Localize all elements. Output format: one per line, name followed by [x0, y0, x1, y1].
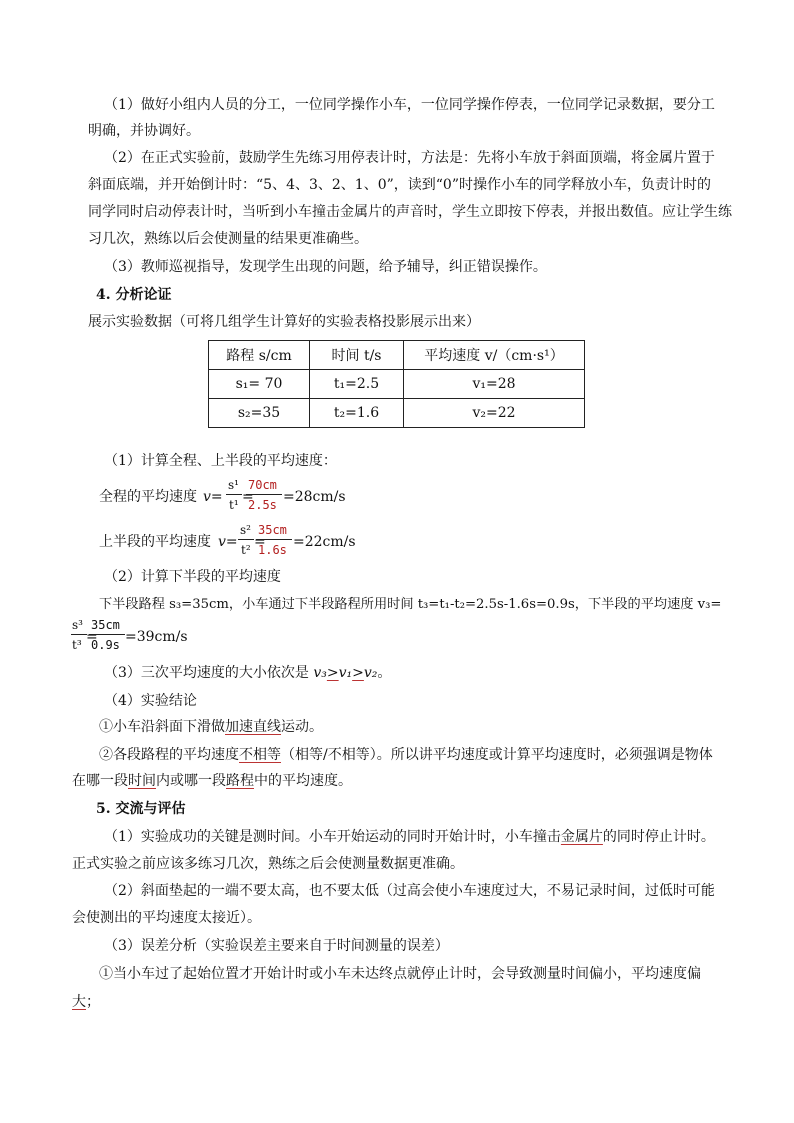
paragraph-2c: 同学同时启动停表计时，当听到小车撞击金属片的声音时，学生立即按下停表，并报出数值。应让学生练 — [88, 204, 732, 220]
conclusion-2-blank-distance: 路程 — [226, 773, 254, 789]
formula-1-eq: = — [242, 489, 254, 505]
conclusion-1-blank-2: 直线 — [253, 719, 281, 735]
fraction-bar — [71, 634, 87, 635]
fraction-bar — [256, 539, 292, 540]
formula-3-num2: 35cm — [91, 618, 120, 632]
formula-3-den1: t³ — [72, 638, 82, 652]
calc-heading-2: （2）计算下半段的平均速度 — [104, 569, 281, 585]
evaluation-3b — [72, 992, 100, 1012]
calc-3-gt1: > — [326, 665, 339, 681]
calc-3-v3: v₃ — [313, 665, 327, 681]
conclusion-2-suffix: （相等/不相等）。所以讲平均速度或计算平均速度时，必须强调是物体 — [281, 747, 713, 763]
table-row — [209, 399, 585, 428]
formula-2-eq: = — [254, 534, 266, 550]
paragraph-1a: （1）做好小组内人员的分工，一位同学操作小车，一位同学操作停表，一位同学记录数据，要分工 — [104, 97, 715, 113]
evaluation-1b: 正式实验之前应该多练习几次，熟练之后会使测量数据更准确。 — [72, 856, 464, 872]
conclusion-2-text: ②各段路程的平均速度 — [99, 747, 239, 763]
conclusion-2 — [99, 745, 713, 765]
formula-3-eq: = — [86, 629, 98, 645]
table-header-cell: 时间 t/s — [310, 341, 404, 370]
paragraph-2b: 斜面底端，并开始倒计时：“5、4、3、2、1、0”，读到“0”时操作小车的同学释放小车，负责计时的 — [88, 177, 711, 193]
conclusion-1-text: ①小车沿斜面下滑做 — [99, 719, 225, 735]
evaluation-1a — [104, 827, 715, 847]
table-cell: v₂=22 — [404, 399, 585, 428]
formula-1-num1: s¹ — [228, 478, 239, 492]
conclusion-1 — [99, 717, 323, 737]
conclusion-2-cont-suffix: 中的平均速度。 — [254, 773, 352, 789]
evaluation-3: （3）误差分析（实验误差主要来自于时间测量的误差） — [104, 938, 449, 954]
formula-1-v: v= — [203, 489, 223, 505]
calc-3-suffix: 。 — [377, 665, 392, 681]
conclusion-2-cont-text: 在哪一段 — [72, 773, 128, 789]
conclusion-2-blank: 不相等 — [239, 747, 281, 763]
table-cell: s₂=35 — [209, 399, 310, 428]
paragraph-2a: （2）在正式实验前，鼓励学生先练习用停表计时，方法是：先将小车放于斜面顶端，将金属片置于 — [104, 150, 715, 166]
fraction-bar — [246, 494, 282, 495]
evaluation-1a-text: （1）实验成功的关键是测时间。小车开始运动的同时开始计时，小车撞击 — [104, 829, 561, 845]
evaluation-2a: （2）斜面垫起的一端不要太高，也不要太低（过高会使小车速度过大，不易记录时间，过低时可能 — [104, 883, 715, 899]
formula-2-den1: t² — [241, 543, 251, 557]
calc-3-v1: v₁ — [338, 665, 353, 681]
table-header-cell: 平均速度 v/（cm·s¹） — [404, 341, 585, 370]
conclusion-1-suffix: 运动。 — [281, 719, 323, 735]
table-header-cell: 路程 s/cm — [209, 341, 310, 370]
formula-2-num1: s² — [240, 523, 251, 537]
formula-1-den1: t¹ — [229, 498, 239, 512]
conclusion-2-cont — [72, 771, 352, 791]
formula-2-result: =22cm/s — [293, 534, 356, 550]
evaluation-1a-suffix: 的同时停止计时。 — [602, 829, 715, 845]
calc-heading-3 — [104, 663, 391, 683]
table-cell: t₂=1.6 — [310, 399, 404, 428]
fraction-bar — [226, 494, 242, 495]
table-cell: s₁= 70 — [209, 370, 310, 399]
table-header-row — [209, 341, 585, 370]
calc-heading-4: （4）实验结论 — [104, 693, 197, 709]
section-heading-4: 4. 分析论证 — [96, 287, 172, 303]
formula-2-num2: 35cm — [258, 523, 287, 537]
formula-3-result: =39cm/s — [125, 629, 188, 645]
table-cell: v₁=28 — [404, 370, 585, 399]
formula-3-num1: s³ — [72, 618, 83, 632]
paragraph-2d: 习几次，熟练以后会使测量的结果更准确些。 — [88, 231, 368, 247]
evaluation-2b: 会使测出的平均速度太接近）。 — [72, 910, 261, 926]
formula-2-label: 上半段的平均速度 — [99, 534, 211, 550]
calc-heading-1: （1）计算全程、上半段的平均速度： — [104, 453, 337, 469]
section-heading-5: 5. 交流与评估 — [96, 801, 186, 817]
calc-3-v2: v₂ — [363, 665, 378, 681]
formula-1-den2: 2.5s — [248, 498, 277, 512]
evaluation-3b-blank: 大 — [72, 994, 86, 1010]
evaluation-3a: ①当小车过了起始位置才开始计时或小车未达终点就停止计时，会导致测量时间偏小，平均速度偏 — [99, 966, 701, 982]
calc-3-gt2: > — [352, 665, 364, 681]
conclusion-1-blank-1: 加速 — [225, 719, 253, 735]
formula-1-label: 全程的平均速度 — [99, 489, 197, 505]
fraction-bar — [238, 539, 254, 540]
table-row — [209, 370, 585, 399]
evaluation-3b-suffix: ； — [86, 994, 100, 1010]
formula-2-den2: 1.6s — [258, 543, 287, 557]
table-cell: t₁=2.5 — [310, 370, 404, 399]
conclusion-2-cont-mid: 内或哪一段 — [156, 773, 226, 789]
formula-1-result: =28cm/s — [283, 489, 346, 505]
calc-2-text: 下半段路程 s₃=35cm，小车通过下半段路程所用时间 t₃=t₁-t₂=2.5s-1.6s=0.9s，下半段的平均速度 v₃= — [99, 597, 722, 612]
paragraph-3: （3）教师巡视指导，发现学生出现的问题，给予辅导，纠正错误操作。 — [104, 259, 547, 275]
formula-1-num2: 70cm — [248, 478, 277, 492]
conclusion-2-blank-time: 时间 — [128, 773, 156, 789]
formula-2-v: v= — [218, 534, 238, 550]
paragraph-4: 展示实验数据（可将几组学生计算好的实验表格投影展示出来） — [88, 314, 480, 330]
calc-3-prefix: （3）三次平均速度的大小依次是 — [104, 665, 314, 681]
fraction-bar — [89, 634, 125, 635]
evaluation-1a-blank: 金属片 — [560, 829, 603, 845]
paragraph-1b: 明确，并协调好。 — [88, 123, 200, 139]
formula-3-den2: 0.9s — [91, 638, 120, 652]
experiment-data-table — [208, 340, 585, 428]
